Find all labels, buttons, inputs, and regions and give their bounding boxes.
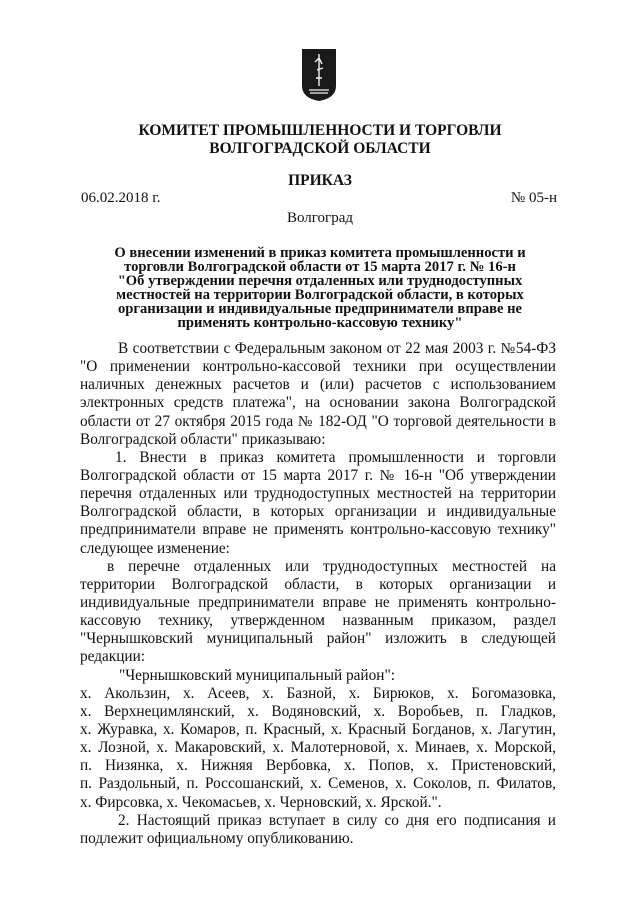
org-name-line-1: КОМИТЕТ ПРОМЫШЛЕННОСТИ И ТОРГОВЛИ: [138, 122, 502, 139]
subject-line: местностей на территории Волгоградской области, в которых: [116, 287, 524, 303]
body-line: предприниматели вправе не применять контрольно-кассовую технику": [80, 521, 556, 539]
body-line: х. Лозной, х. Макаровский, х. Малотерновой, х. Минаев, х. Морской,: [80, 739, 556, 757]
body-line: "Чернышковский муниципальный район" изложить в следующей: [80, 630, 556, 648]
body-line: х. Верхнецимлянский, х. Водяновский, х. Воробьев, п. Гладков,: [80, 702, 556, 720]
document-date: 06.02.2018 г.: [81, 190, 161, 206]
document-type: ПРИКАЗ: [288, 172, 352, 189]
subject-line: "Об утверждении перечня отдаленных или труднодоступных: [117, 273, 523, 289]
volgograd-coat-of-arms-icon: [301, 48, 337, 102]
body-line: х. Акользин, х. Асеев, х. Базной, х. Бирюков, х. Богомазовка,: [80, 684, 556, 702]
body-line: В соответствии с Федеральным законом от 22 мая 2003 г. №54-ФЗ: [118, 340, 556, 357]
body-line: "Чернышковский муниципальный район":: [119, 666, 395, 684]
body-line: "О применении контрольно-кассовой техники при осуществлении: [80, 358, 556, 376]
body-line: 2. Настоящий приказ вступает в силу со дня его подписания и: [118, 811, 556, 829]
subject-line: О внесении изменений в приказ комитета промышленности и: [114, 245, 526, 261]
body-line: п. Низянка, х. Нижняя Вербовка, х. Попов, х. Пристеновский,: [80, 757, 556, 775]
body-line: Волгоградской области, в которых организации и индивидуальные: [80, 503, 556, 521]
subject-line: применять контрольно-кассовую технику": [177, 315, 463, 331]
body-line: наличных денежных расчетов и (или) расчетов с использованием: [80, 376, 556, 394]
document-body: [80, 340, 556, 848]
document-number: № 05-н: [510, 190, 557, 206]
body-line: Волгоградской области от 15 марта 2017 г. № 16-н "Об утверждении: [80, 466, 556, 484]
body-line: в перечне отдаленных или труднодоступных местностей на: [107, 557, 556, 575]
body-line: п. Раздольный, п. Россошанский, х. Семенов, х. Соколов, п. Филатов,: [80, 775, 556, 793]
document-city: Волгоград: [286, 210, 353, 226]
body-line: следующее изменение:: [80, 539, 230, 557]
body-line: области от 27 октября 2015 года № 182-ОД "О торговой деятельности в: [80, 412, 556, 430]
subject-line: торговли Волгоградской области от 15 марта 2017 г. № 16-н: [124, 259, 516, 275]
body-line: территории Волгоградской области, в которых организации и: [80, 575, 556, 593]
body-line: Волгоградской области" приказываю:: [80, 430, 326, 448]
body-line: индивидуальные предприниматели вправе не применять контрольно-: [80, 593, 556, 611]
body-line: х. Журавка, х. Комаров, п. Красный, х. Красный Богданов, х. Лагутин,: [80, 720, 556, 738]
org-name-line-2: ВОЛГОГРАДСКОЙ ОБЛАСТИ: [209, 140, 431, 157]
body-line: 1. Внести в приказ комитета промышленности и торговли: [115, 448, 556, 466]
body-line: х. Фирсовка, х. Чекомасьев, х. Черновский, х. Ярской.".: [80, 793, 442, 811]
subject-line: организации и индивидуальные предприниматели вправе не: [117, 301, 523, 317]
document-subject: [100, 246, 540, 330]
body-line: перечня отдаленных или труднодоступных местностей на территории: [80, 485, 556, 503]
body-line: подлежит официальному опубликованию.: [80, 829, 354, 847]
body-line: редакции:: [80, 648, 146, 666]
body-line: электронных средств платежа", на основании закона Волгоградской: [80, 394, 556, 412]
body-line: кассовую технику, утвержденном названным приказом, раздел: [80, 612, 556, 630]
